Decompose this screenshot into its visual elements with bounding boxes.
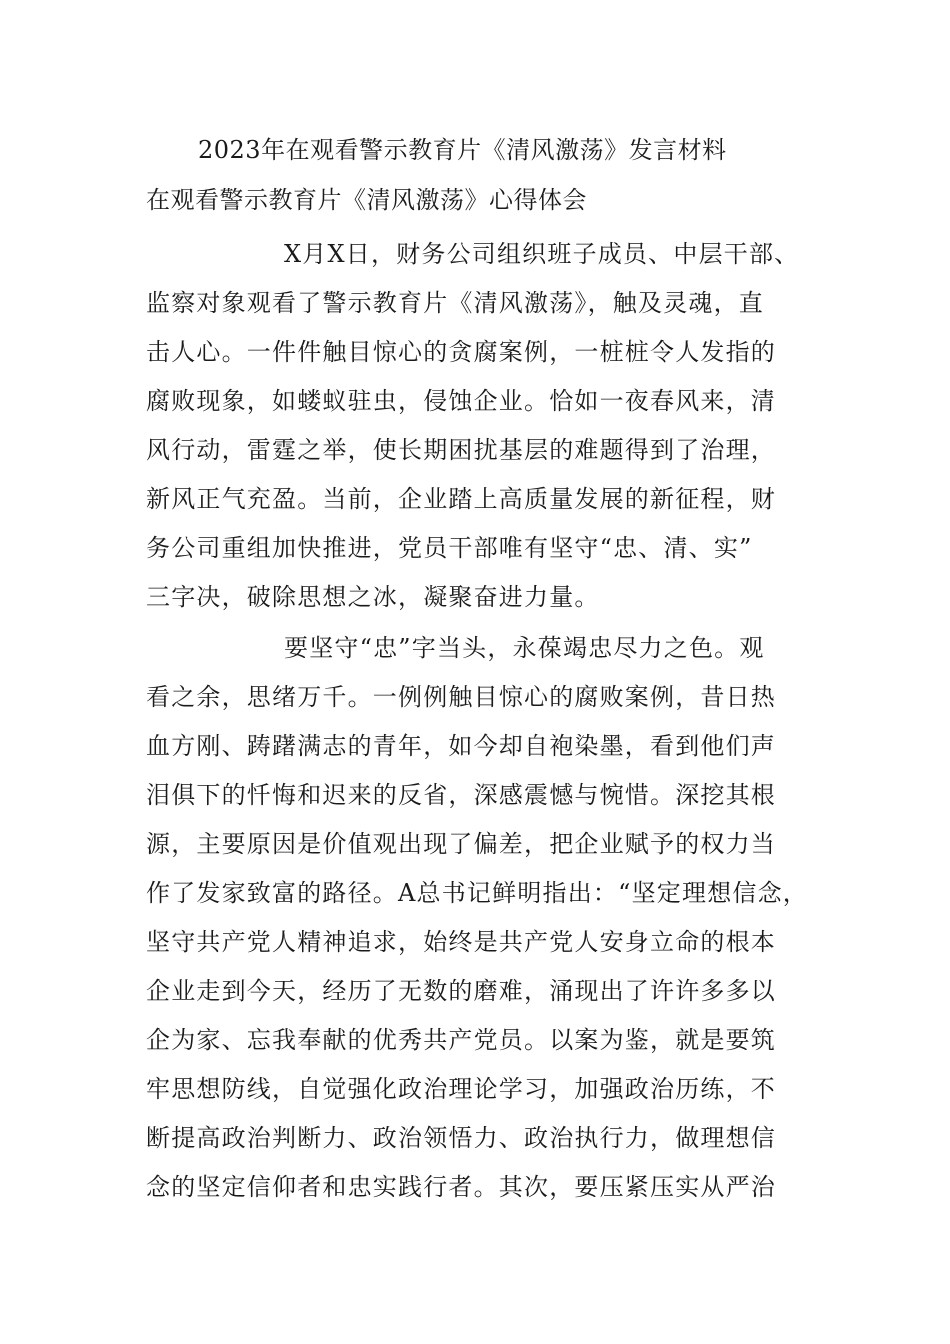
paragraph-2-line: 企为家、忘我奉献的优秀共产党员。以案为鉴，就是要筑 xyxy=(146,1026,776,1054)
paragraph-1-line: 监察对象观看了警示教育片《清风激荡》，触及灵魂，直 xyxy=(146,289,764,317)
paragraph-1-line: 腐败现象，如蝼蚁驻虫，侵蚀企业。恰如一夜春风来，清 xyxy=(146,387,776,415)
paragraph-1-line: 新风正气充盈。当前，企业踏上高质量发展的新征程，财 xyxy=(146,485,776,513)
paragraph-2-line: 断提高政治判断力、政治领悟力、政治执行力，做理想信 xyxy=(146,1124,776,1152)
paragraph-2-line: 坚守共产党人精神追求，始终是共产党人安身立命的根本 xyxy=(146,928,776,956)
document-subtitle: 在观看警示教育片《清风激荡》心得体会 xyxy=(146,186,587,214)
paragraph-1-line: 风行动，雷霆之举，使长期困扰基层的难题得到了治理， xyxy=(146,436,776,464)
paragraph-2-line: 念的坚定信仰者和忠实践行者。其次，要压紧压实从严治 xyxy=(146,1173,776,1201)
paragraph-1-line: X月X日，财务公司组织班子成员、中层干部、 xyxy=(284,240,800,268)
paragraph-2-line: 要坚守“忠”字当头，永葆竭忠尽力之色。观 xyxy=(284,634,765,662)
paragraph-2-line: 看之余，思绪万千。一例例触目惊心的腐败案例，昔日热 xyxy=(146,683,776,711)
paragraph-2-line: 源，主要原因是价值观出现了偏差，把企业赋予的权力当 xyxy=(146,830,776,858)
paragraph-2-line: 牢思想防线，自觉强化政治理论学习，加强政治历练，不 xyxy=(146,1075,776,1103)
paragraph-2-line: 企业走到今天，经历了无数的磨难，涌现出了许许多多以 xyxy=(146,977,776,1005)
paragraph-1-line: 三字决，破除思想之冰，凝聚奋进力量。 xyxy=(146,583,600,611)
paragraph-2-line: 作了发家致富的路径。A总书记鲜明指出：“坚定理想信念， xyxy=(146,879,808,907)
document-title: 2023年在观看警示教育片《清风激荡》发言材料 xyxy=(198,136,727,164)
paragraph-1-line: 务公司重组加快推进，党员干部唯有坚守“忠、清、实” xyxy=(146,534,753,562)
paragraph-2-line: 血方刚、踌躇满志的青年，如今却自袍染墨，看到他们声 xyxy=(146,732,776,760)
paragraph-2-line: 泪俱下的忏悔和迟来的反省，深感震憾与惋惜。深挖其根 xyxy=(146,781,776,809)
paragraph-1-line: 击人心。一件件触目惊心的贪腐案例，一桩桩令人发指的 xyxy=(146,338,776,366)
